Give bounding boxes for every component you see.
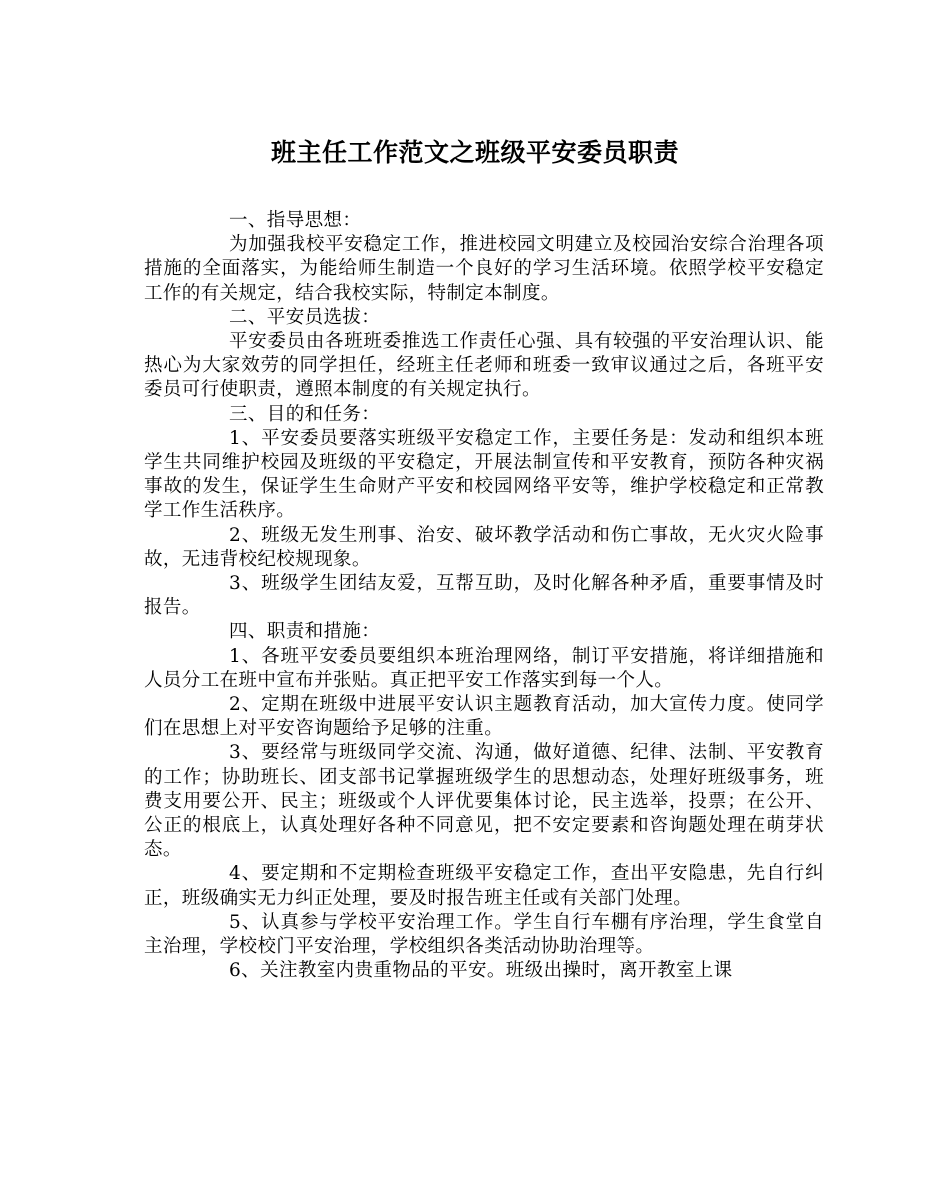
paragraph: 5、认真参与学校平安治理工作。学生自行车棚有序治理，学生食堂自主治理，学校校门平安治理，学校组织各类活动协助治理等。	[144, 911, 824, 958]
paragraph: 1、各班平安委员要组织本班治理网络，制订平安措施，将详细措施和人员分工在班中宣布并张贴。真正把平安工作落实到每一个人。	[144, 645, 824, 691]
paragraph: 二、平安员选拔：	[229, 306, 381, 328]
paragraph: 三、目的和任务：	[229, 403, 381, 425]
paragraph: 3、班级学生团结友爱，互帮互助，及时化解各种矛盾，重要事情及时报告。	[144, 573, 824, 619]
paragraph: 2、班级无发生刑事、治安、破坏教学活动和伤亡事故，无火灾火险事故，无违背校纪校规现象。	[144, 524, 824, 570]
paragraph: 平安委员由各班班委推选工作责任心强、具有较强的平安治理认识、能热心为大家效劳的同学担任，经班主任老师和班委一致审议通过之后，各班平安委员可行使职责，遵照本制度的有关规定执行。	[144, 331, 824, 401]
paragraph: 2、定期在班级中进展平安认识主题教育活动，加大宣传力度。使同学们在思想上对平安咨询题给予足够的注重。	[144, 694, 824, 740]
paragraph: 3、要经常与班级同学交流、沟通，做好道德、纪律、法制、平安教育的工作；协助班长、团支部书记掌握班级学生的思想动态，处理好班级事务，班费支用要公开、民主；班级或个人评优要集体讨论，民主选举，投票；在公开、公正的根底上，认真处理好各种不同意见，把不安定要素和咨询题处理在萌芽状态。	[144, 742, 824, 861]
paragraph: 四、职责和措施：	[229, 621, 381, 643]
paragraph: 1、平安委员要落实班级平安稳定工作，主要任务是：发动和组织本班学生共同维护校园及班级的平安稳定，开展法制宣传和平安教育，预防各种灾祸事故的发生，保证学生生命财产平安和校园网络平安等，维护学校稳定和正常教学工作生活秩序。	[144, 427, 824, 522]
page-title: 班主任工作范文之班级平安委员职责	[270, 138, 679, 167]
paragraph: 一、指导思想：	[229, 210, 362, 231]
paragraph: 6、关注教室内贵重物品的平安。班级出操时，离开教室上课	[229, 960, 733, 982]
paragraph: 4、要定期和不定期检查班级平安稳定工作，查出平安隐患，先自行纠正，班级确实无力纠正处理，要及时报告班主任或有关部门处理。	[144, 863, 824, 909]
document-body	[144, 209, 824, 984]
paragraph: 为加强我校平安稳定工作，推进校园文明建立及校园治安综合治理各项措施的全面落实，为能给师生制造一个良好的学习生活环境。依照学校平安稳定工作的有关规定，结合我校实际，特制定本制度。	[144, 234, 824, 304]
